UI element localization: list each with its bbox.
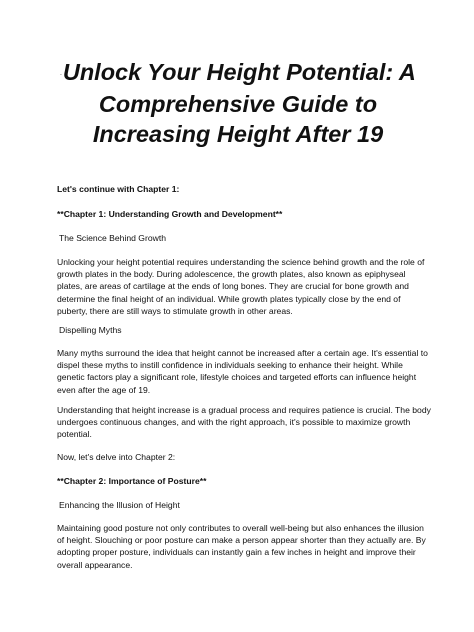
intro-chapter-2: Now, let's delve into Chapter 2: (57, 452, 176, 462)
subheading-science: The Science Behind Growth (59, 233, 167, 243)
title-dot: . (60, 70, 62, 77)
paragraph-myths: Many myths surround the idea that height cannot be increased after a certain age. It's essential to dispel these myths to instill confidence in individuals seeking to enhance their height. While genetic factors play a significant role, lifestyle choices and targeted efforts can influence height even after the age of 19. (57, 348, 428, 395)
paragraph-posture: Maintaining good posture not only contributes to overall well-being but also enhances the illusion of height. Slouching or poor posture can make a person appear shorter than they actually are. By adopting proper posture, individuals can instantly gain a few inches in height and improve their overall appearance. (57, 523, 426, 570)
subheading-illusion: Enhancing the Illusion of Height (59, 500, 180, 510)
title-line-3: Increasing Height After 19 (92, 120, 384, 147)
chapter-2-heading: **Chapter 2: Importance of Posture** (57, 476, 207, 486)
paragraph-patience: Understanding that height increase is a gradual process and requires patience is crucial. The body undergoes continuous changes, and with the right approach, it's possible to maximize growth potential. (57, 405, 431, 440)
paragraph-science: Unlocking your height potential requires understanding the science behind growth and the role of growth plates in the body. During adolescence, the growth plates, also known as epiphyseal plates, are areas of cartilage at the ends of long bones. They are crucial for bone growth and determine the final height of an individual. While growth plates typically close by the end of puberty, there are still ways to stimulate growth in other areas. (57, 257, 425, 316)
document-title (22, 57, 454, 149)
chapter-1-heading: **Chapter 1: Understanding Growth and Development** (57, 209, 283, 219)
subheading-myths: Dispelling Myths (59, 325, 122, 335)
title-line-2: Comprehensive Guide to (98, 90, 378, 117)
intro-chapter-1: Let's continue with Chapter 1: (57, 184, 180, 194)
title-line-1: Unlock Your Height Potential: A (62, 59, 416, 85)
